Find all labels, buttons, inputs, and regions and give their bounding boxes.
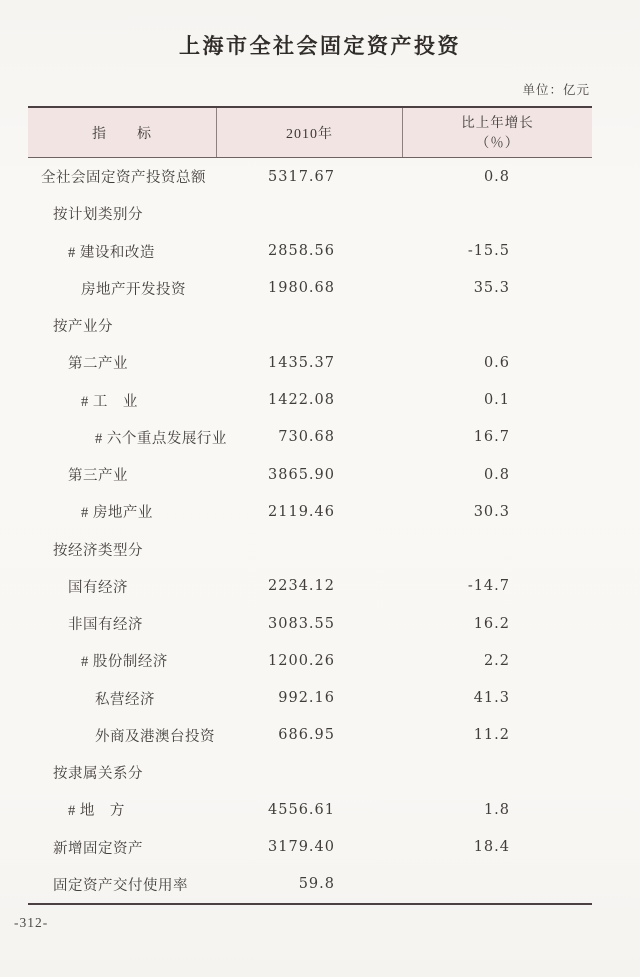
row-growth-pct: 0.8 bbox=[483, 168, 510, 185]
table-body bbox=[28, 158, 592, 905]
row-value-2010: 1422.08 bbox=[268, 392, 335, 409]
table-row bbox=[28, 195, 592, 232]
column-header-year: 2010年 bbox=[217, 108, 403, 157]
row-label: 按经济类型分 bbox=[53, 542, 143, 559]
table-row bbox=[28, 493, 592, 530]
row-label: 私营经济 bbox=[95, 691, 155, 708]
row-label: 按隶属关系分 bbox=[53, 766, 143, 783]
row-label: # 工 业 bbox=[81, 393, 138, 410]
table-header-row bbox=[28, 106, 592, 158]
row-growth-pct: 0.1 bbox=[483, 392, 510, 409]
row-value-2010: 2858.56 bbox=[268, 243, 335, 260]
row-value-2010: 2119.46 bbox=[268, 503, 335, 520]
table-row bbox=[28, 642, 592, 679]
row-growth-pct: 0.8 bbox=[483, 466, 510, 483]
row-value-2010: 3865.90 bbox=[268, 466, 335, 483]
row-label: 房地产开发投资 bbox=[81, 281, 186, 298]
column-header-growth-line2: （％） bbox=[475, 134, 520, 150]
row-label: 按产业分 bbox=[53, 319, 113, 336]
row-label: 第二产业 bbox=[68, 356, 128, 373]
row-growth-pct: -15.5 bbox=[467, 243, 510, 260]
row-value-2010: 686.95 bbox=[278, 727, 335, 744]
table-row bbox=[28, 531, 592, 568]
row-value-2010: 59.8 bbox=[298, 876, 335, 893]
table-row bbox=[28, 382, 592, 419]
table-row bbox=[28, 605, 592, 642]
row-label: 国有经济 bbox=[68, 579, 128, 596]
column-header-growth-line1: 比上年增长 bbox=[461, 114, 534, 130]
row-growth-pct: 16.2 bbox=[473, 615, 510, 632]
table-row bbox=[28, 680, 592, 717]
table-row bbox=[28, 791, 592, 828]
row-growth-pct: 18.4 bbox=[473, 839, 510, 856]
row-value-2010: 2234.12 bbox=[268, 578, 335, 595]
row-value-2010: 1980.68 bbox=[268, 280, 335, 297]
row-value-2010: 4556.61 bbox=[268, 801, 335, 818]
table-row bbox=[28, 754, 592, 791]
table-row bbox=[28, 344, 592, 381]
row-label: 按计划类别分 bbox=[53, 207, 143, 224]
table-row bbox=[28, 456, 592, 493]
unit-note: 单位：亿元 bbox=[522, 83, 590, 97]
row-label: 第三产业 bbox=[68, 468, 128, 485]
row-label: 全社会固定资产投资总额 bbox=[41, 170, 206, 187]
table-row bbox=[28, 568, 592, 605]
table-row bbox=[28, 717, 592, 754]
table-row bbox=[28, 233, 592, 270]
row-growth-pct: 11.2 bbox=[473, 727, 510, 744]
row-label: 外商及港澳台投资 bbox=[95, 728, 215, 745]
row-label: # 地 方 bbox=[68, 803, 125, 820]
column-header-indicator: 指 标 bbox=[28, 108, 217, 157]
row-growth-pct: 35.3 bbox=[473, 280, 510, 297]
row-value-2010: 3179.40 bbox=[268, 839, 335, 856]
table-row bbox=[28, 270, 592, 307]
row-value-2010: 1200.26 bbox=[268, 652, 335, 669]
row-growth-pct: 41.3 bbox=[473, 690, 510, 707]
row-growth-pct: 0.6 bbox=[483, 354, 510, 371]
row-growth-pct: -14.7 bbox=[467, 578, 510, 595]
row-label: 新增固定资产 bbox=[53, 840, 143, 857]
page-title: 上海市全社会固定资产投资 bbox=[179, 34, 461, 58]
row-label: # 六个重点发展行业 bbox=[95, 430, 227, 447]
row-label: # 股份制经济 bbox=[81, 654, 168, 671]
row-label: 固定资产交付使用率 bbox=[53, 877, 188, 894]
yearbook-page bbox=[0, 30, 640, 977]
table-row bbox=[28, 158, 592, 195]
row-value-2010: 5317.67 bbox=[268, 168, 335, 185]
row-value-2010: 1435.37 bbox=[268, 354, 335, 371]
table-row bbox=[28, 419, 592, 456]
table-row bbox=[28, 307, 592, 344]
table-row bbox=[28, 866, 592, 903]
row-growth-pct: 1.8 bbox=[483, 801, 510, 818]
row-label: 非国有经济 bbox=[68, 617, 143, 634]
column-header-growth bbox=[403, 108, 592, 157]
row-value-2010: 730.68 bbox=[278, 429, 335, 446]
row-label: # 建设和改造 bbox=[68, 244, 155, 261]
row-value-2010: 992.16 bbox=[278, 690, 335, 707]
row-growth-pct: 2.2 bbox=[483, 652, 510, 669]
table-row bbox=[28, 829, 592, 866]
row-growth-pct: 16.7 bbox=[473, 429, 510, 446]
row-growth-pct: 30.3 bbox=[473, 503, 510, 520]
row-value-2010: 3083.55 bbox=[268, 615, 335, 632]
row-label: # 房地产业 bbox=[81, 505, 153, 522]
investment-table bbox=[28, 106, 592, 905]
page-number: -312- bbox=[14, 915, 49, 930]
